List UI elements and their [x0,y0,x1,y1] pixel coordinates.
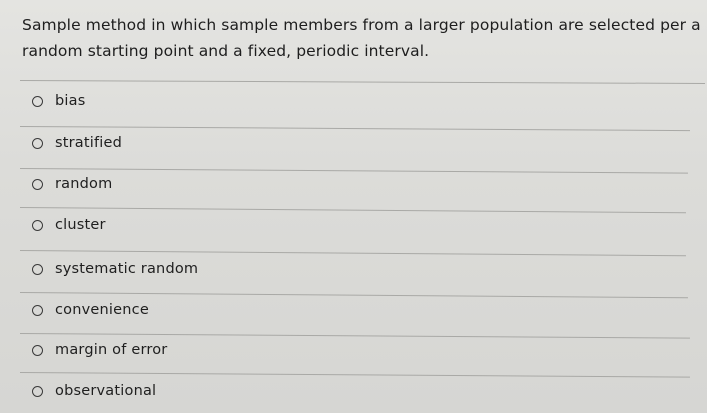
option-label: margin of error [55,342,168,358]
radio-button[interactable] [32,264,43,275]
option-label: observational [55,383,157,399]
option-random[interactable] [32,172,112,196]
radio-button[interactable] [32,138,43,149]
option-convenience[interactable] [32,298,149,322]
option-cluster[interactable] [32,213,106,237]
radio-button[interactable] [32,179,43,190]
option-divider [20,372,690,378]
option-divider [20,250,686,256]
option-divider [20,207,686,213]
radio-button[interactable] [32,345,43,356]
radio-button[interactable] [32,96,43,107]
option-label: cluster [55,217,106,233]
option-bias[interactable] [32,89,85,113]
option-label: stratified [55,135,123,151]
option-label: bias [55,93,86,109]
option-stratified[interactable] [32,131,122,155]
option-margin-of-error[interactable] [32,338,167,362]
option-label: systematic random [55,261,199,277]
option-label: random [55,176,113,192]
option-label: convenience [55,302,149,318]
option-observational[interactable] [32,379,156,403]
radio-button[interactable] [32,386,43,397]
question-text: Sample method in which sample members from a larger population are selected per a random starting point and a fixed, periodic interval. [22,16,701,60]
radio-button[interactable] [32,305,43,316]
option-divider [20,80,705,84]
option-systematic-random[interactable] [32,257,198,281]
option-divider [20,168,688,174]
radio-button[interactable] [32,220,43,231]
